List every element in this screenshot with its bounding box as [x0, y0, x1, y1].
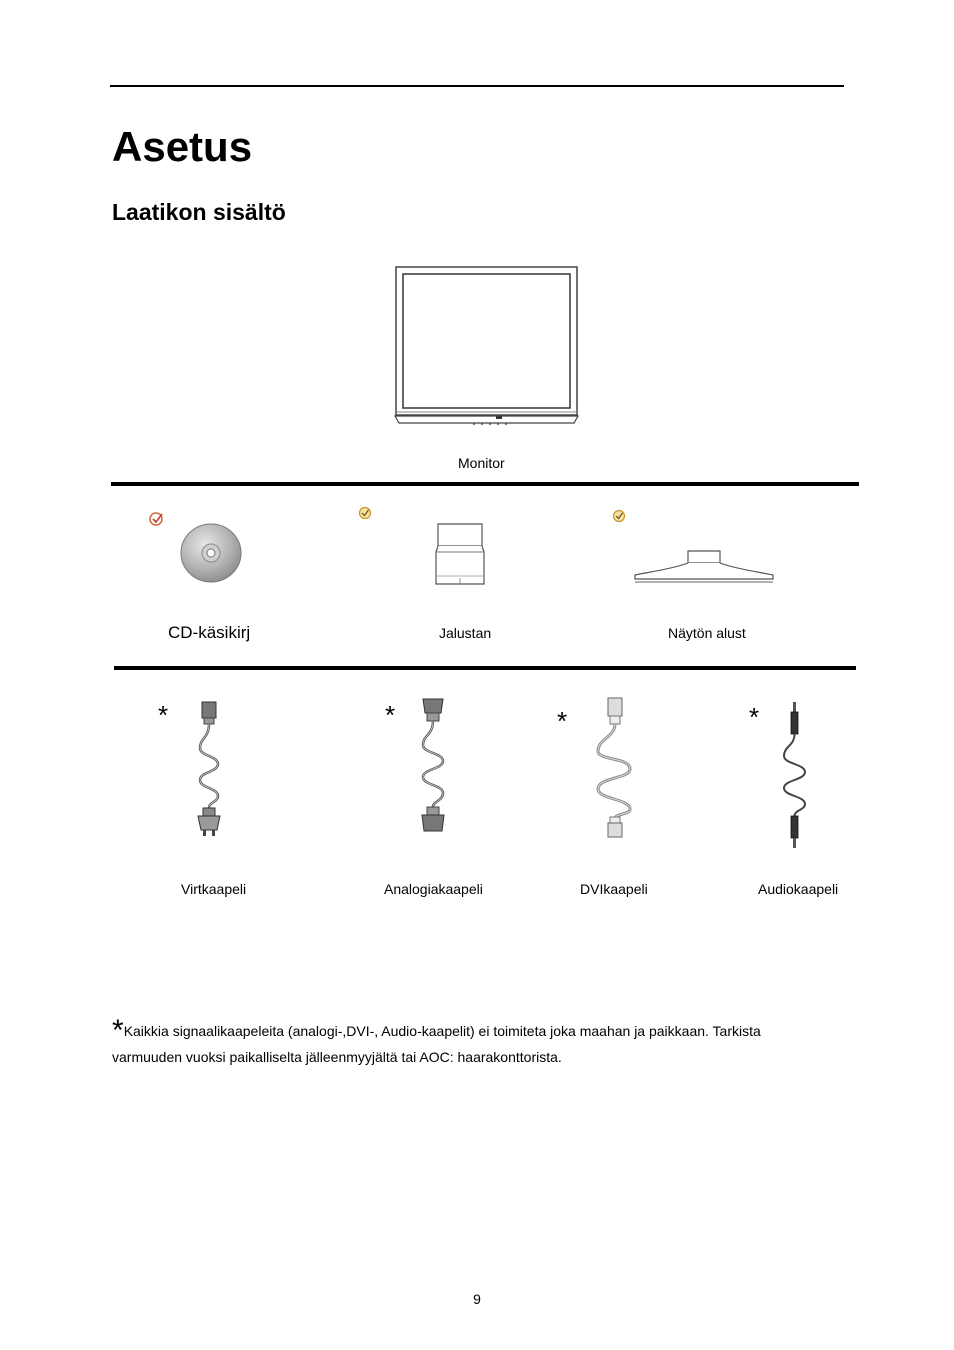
audio-cable-label: Audiokaapeli	[758, 881, 839, 897]
page-number: 9	[473, 1291, 481, 1307]
optional-marker: *	[557, 706, 568, 736]
stand-base-icon	[633, 549, 775, 585]
footnote-marker: *	[112, 1014, 124, 1047]
cd-label: CD-käsikirj	[168, 623, 251, 642]
optional-marker: *	[385, 700, 396, 730]
stand-neck-icon	[432, 522, 488, 586]
base-label: Näytön alust	[668, 625, 746, 641]
vga-cable-icon	[415, 695, 451, 837]
analog-cable-label: Analogiakaapeli	[384, 881, 483, 897]
cd-disc-icon	[180, 522, 244, 584]
divider-rule-2	[114, 666, 856, 670]
monitor-label: Monitor	[458, 455, 505, 471]
check-badge-icon	[149, 511, 165, 527]
footnote	[112, 1014, 832, 1070]
audio-cable-icon	[780, 700, 810, 850]
dvi-cable-label: DVIkaapeli	[580, 881, 648, 897]
page-title: Asetus	[112, 123, 253, 170]
header-rule	[110, 85, 844, 87]
power-cable-label: Virtkaapeli	[181, 881, 247, 897]
section-heading: Laatikon sisältö	[112, 199, 286, 225]
check-badge-icon	[358, 506, 372, 520]
stand-label: Jalustan	[439, 625, 492, 641]
optional-marker: *	[158, 700, 169, 730]
power-cable-icon	[192, 698, 226, 838]
monitor-icon	[394, 266, 580, 428]
footnote-text: Kaikkia signaalikaapeleita (analogi-,DVI-, Audio-kaapelit) ei toimiteta joka maahan ja paikkaan. Tarkista varmuuden vuoksi paikalliselta jälleenmyyjältä tai AOC: haarakonttorista.	[112, 1023, 761, 1065]
dvi-cable-icon	[592, 695, 636, 839]
divider-rule-1	[111, 482, 859, 486]
check-badge-icon	[612, 509, 626, 523]
optional-marker: *	[749, 702, 760, 732]
